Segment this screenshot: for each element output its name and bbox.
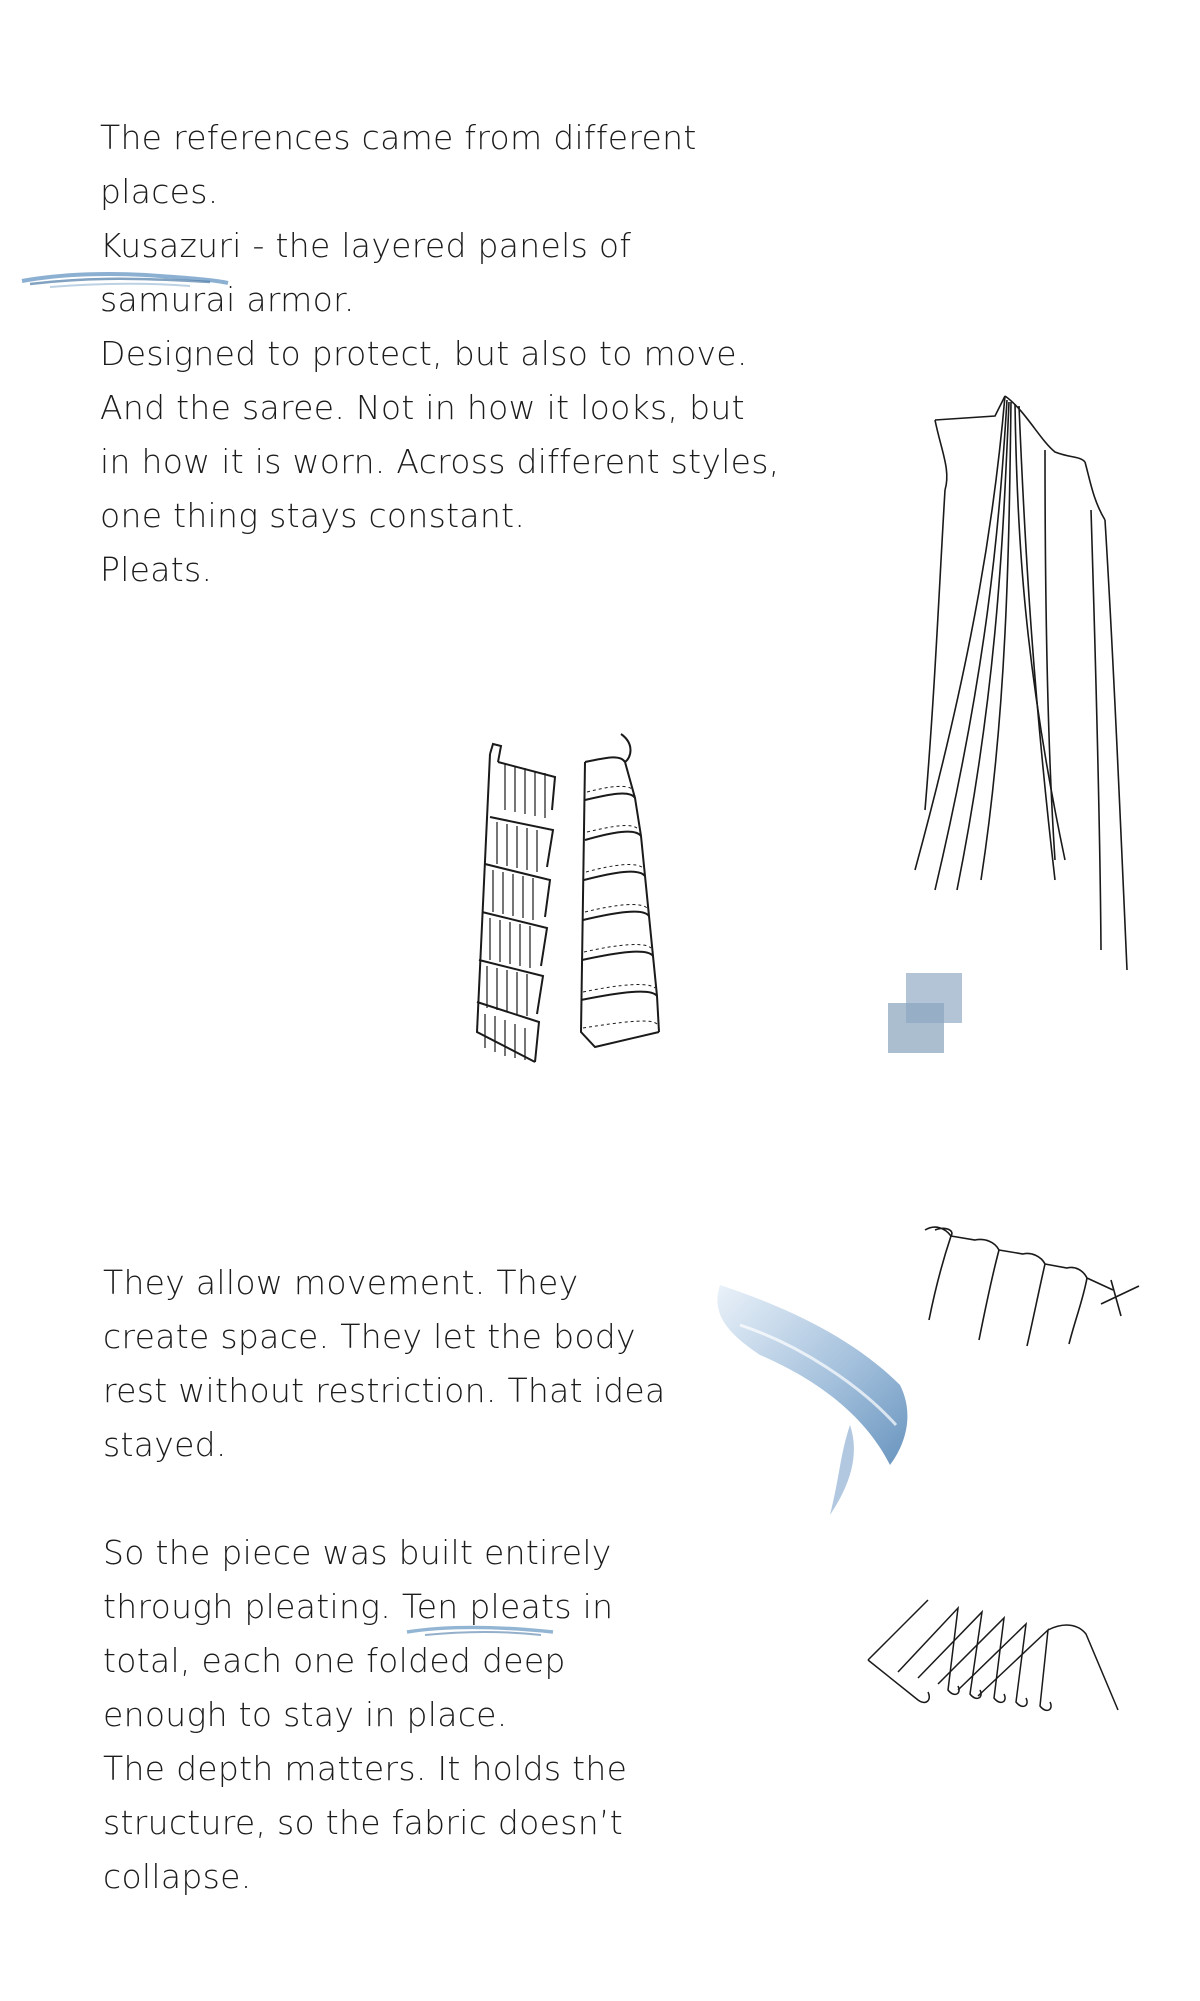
kusazuri-armor-panels-sketch — [435, 732, 695, 1072]
intro-text-block — [100, 111, 860, 597]
paragraph-protect: Designed to protect, but also to move. — [100, 334, 748, 373]
brush-stroke-icon — [20, 264, 230, 294]
saree-drape-sketch — [895, 390, 1145, 990]
brush-underline-icon — [405, 1620, 555, 1644]
swatch-square-front — [888, 1003, 944, 1053]
pleat-folds-sketch-top — [915, 1220, 1155, 1350]
paragraph-references: The references came from different places. — [100, 118, 697, 211]
watercolor-wave-icon — [700, 1275, 920, 1535]
paragraph-movement: They allow movement. They create space. They let the body rest without restriction. That idea stayed. — [103, 1263, 666, 1464]
paragraph-built: So the piece was built entirely through pleating. Ten pleats in total, each one folded deep enough to stay in place. — [103, 1533, 614, 1734]
paragraph-saree: And the saree. Not in how it looks, but in how it is worn. Across different styles, one thing stays constant. — [100, 388, 780, 535]
paragraph-depth: The depth matters. It holds the structure, so the fabric doesn’t collapse. — [103, 1749, 628, 1896]
color-swatch-squares — [888, 973, 988, 1063]
pleat-folds-sketch-bottom — [858, 1590, 1128, 1720]
paragraph-gap — [103, 1472, 743, 1526]
paragraph-kusazuri: Kusazuri - the layered panels of samurai armor. — [100, 226, 632, 319]
pleating-text-block — [103, 1256, 743, 1904]
paragraph-pleats: Pleats. — [100, 550, 213, 589]
